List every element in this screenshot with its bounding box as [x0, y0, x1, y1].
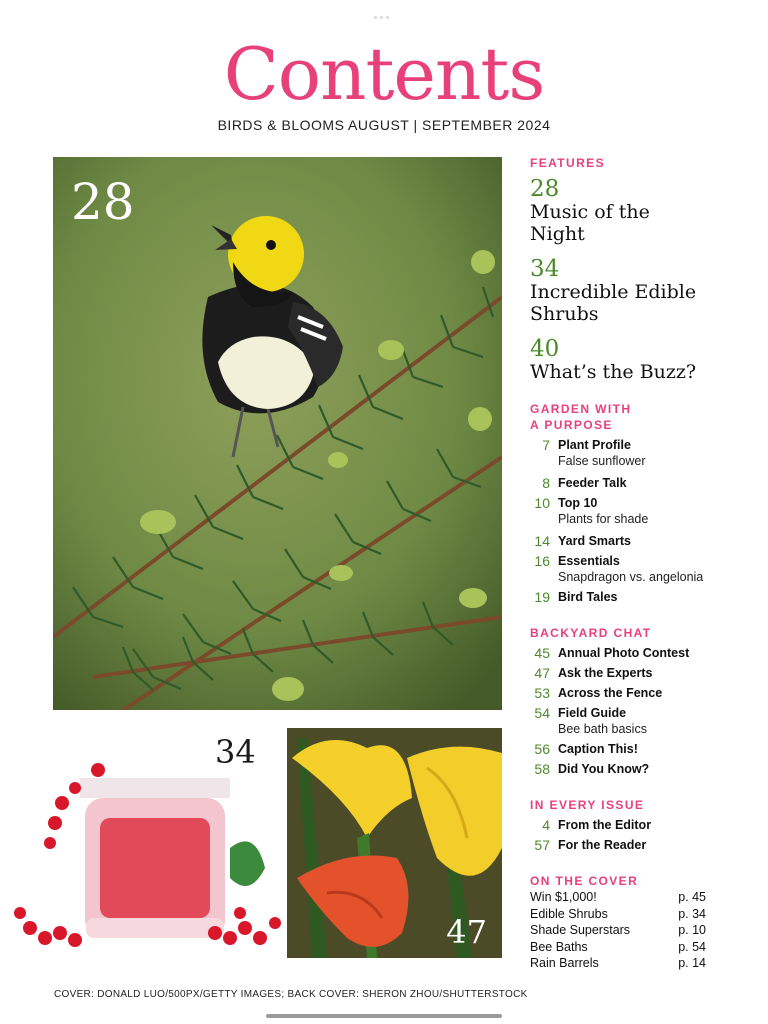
entry-title: Annual Photo Contest: [558, 646, 690, 660]
feature-title: Music of the: [530, 201, 650, 223]
home-indicator[interactable]: [266, 1014, 502, 1018]
entry-title: From the Editor: [558, 818, 652, 832]
cover-item[interactable]: [530, 889, 706, 906]
feature-item[interactable]: [530, 257, 750, 325]
toc-entry[interactable]: [530, 589, 750, 605]
entry-title: Caption This!: [558, 742, 638, 756]
cover-page: p. 45: [678, 890, 706, 904]
feature-item[interactable]: [530, 177, 750, 245]
photo-credit: COVER: DONALD LUO/500PX/GETTY IMAGES; BACK COVER: SHERON ZHOU/SHUTTERSTOCK: [54, 989, 528, 1000]
toc-entry[interactable]: [530, 645, 750, 661]
jam-page-number: 34: [215, 733, 256, 771]
issue-subtitle: BIRDS & BLOOMS AUGUST | SEPTEMBER 2024: [217, 117, 551, 133]
entry-title: Feeder Talk: [558, 476, 627, 490]
feature-page: 34: [530, 256, 560, 282]
feature-title: Incredible Edible: [530, 281, 697, 303]
page-title: Contents: [223, 32, 545, 116]
toc-entry[interactable]: [530, 837, 750, 853]
calla-lily-photo[interactable]: [287, 728, 502, 958]
feature-title: What’s the Buzz?: [530, 361, 697, 383]
feature-page-number: 28: [71, 173, 135, 231]
cover-label: Edible Shrubs: [530, 906, 608, 921]
entry-title: For the Reader: [558, 838, 647, 852]
entry-page: 16: [534, 553, 550, 569]
toc-entry[interactable]: [530, 761, 750, 777]
toc-entry[interactable]: [530, 475, 750, 491]
cover-page: p. 10: [678, 923, 706, 937]
every-issue-heading: IN EVERY ISSUE: [530, 798, 645, 812]
cover-page: p. 34: [678, 906, 706, 921]
garden-heading: GARDEN WITH: [530, 402, 632, 416]
toc-entry[interactable]: [530, 665, 750, 681]
entry-page: 45: [534, 645, 550, 661]
cover-item[interactable]: [530, 922, 706, 939]
toc-entry[interactable]: [530, 533, 750, 549]
currant-jam-photo[interactable]: [0, 728, 288, 958]
feature-page: 40: [530, 336, 560, 362]
toc-entry[interactable]: [530, 437, 750, 469]
feature-title: Shrubs: [530, 303, 599, 325]
cover-item[interactable]: [530, 906, 706, 923]
entry-page: 7: [542, 437, 550, 453]
feature-page: 28: [530, 176, 560, 202]
entry-page: 54: [534, 705, 550, 721]
window-handle[interactable]: [374, 6, 394, 10]
on-cover-heading: ON THE COVER: [530, 874, 639, 888]
feature-title: Night: [530, 223, 585, 245]
entry-page: 4: [542, 817, 550, 833]
entry-subtitle: Snapdragon vs. angelonia: [558, 570, 704, 584]
backyard-heading: BACKYARD CHAT: [530, 626, 652, 640]
toc-entry[interactable]: [530, 495, 750, 527]
entry-title: Field Guide: [558, 706, 627, 720]
entry-page: 10: [534, 495, 550, 511]
cover-page: p. 54: [678, 939, 706, 954]
entry-title: Did You Know?: [558, 762, 650, 776]
features-heading: FEATURES: [530, 156, 605, 170]
entry-title: Top 10: [558, 496, 598, 510]
entry-page: 57: [534, 837, 550, 853]
cover-label: Win $1,000!: [530, 890, 597, 904]
cover-page: p. 14: [678, 956, 706, 970]
entry-page: 56: [534, 741, 550, 757]
entry-subtitle: False sunflower: [558, 454, 646, 468]
entry-page: 53: [534, 685, 550, 701]
entry-title: Across the Fence: [558, 686, 663, 700]
entry-title: Plant Profile: [558, 438, 631, 452]
entry-title: Essentials: [558, 554, 620, 568]
entry-page: 19: [534, 589, 550, 605]
cover-label: Rain Barrels: [530, 956, 599, 970]
toc-entry[interactable]: [530, 817, 750, 833]
toc-entry[interactable]: [530, 553, 750, 585]
entry-subtitle: Bee bath basics: [558, 722, 647, 736]
entry-title: Ask the Experts: [558, 666, 653, 680]
entry-title: Yard Smarts: [558, 534, 631, 548]
entry-page: 47: [534, 665, 550, 681]
entry-title: Bird Tales: [558, 590, 618, 604]
cover-label: Bee Baths: [530, 939, 588, 954]
cover-label: Shade Superstars: [530, 923, 631, 937]
toc-entry[interactable]: [530, 685, 750, 701]
contents-column: [530, 155, 750, 972]
entry-subtitle: Plants for shade: [558, 512, 649, 526]
garden-heading: A PURPOSE: [530, 418, 613, 432]
entry-page: 8: [542, 475, 550, 491]
entry-page: 58: [534, 761, 550, 777]
toc-entry[interactable]: [530, 741, 750, 757]
cover-item[interactable]: [530, 955, 706, 972]
cover-item[interactable]: [530, 939, 706, 956]
entry-page: 14: [534, 533, 550, 549]
toc-entry[interactable]: [530, 705, 750, 737]
feature-item[interactable]: [530, 337, 750, 383]
warbler-photo[interactable]: [53, 157, 502, 710]
calla-page-number: 47: [446, 913, 487, 951]
